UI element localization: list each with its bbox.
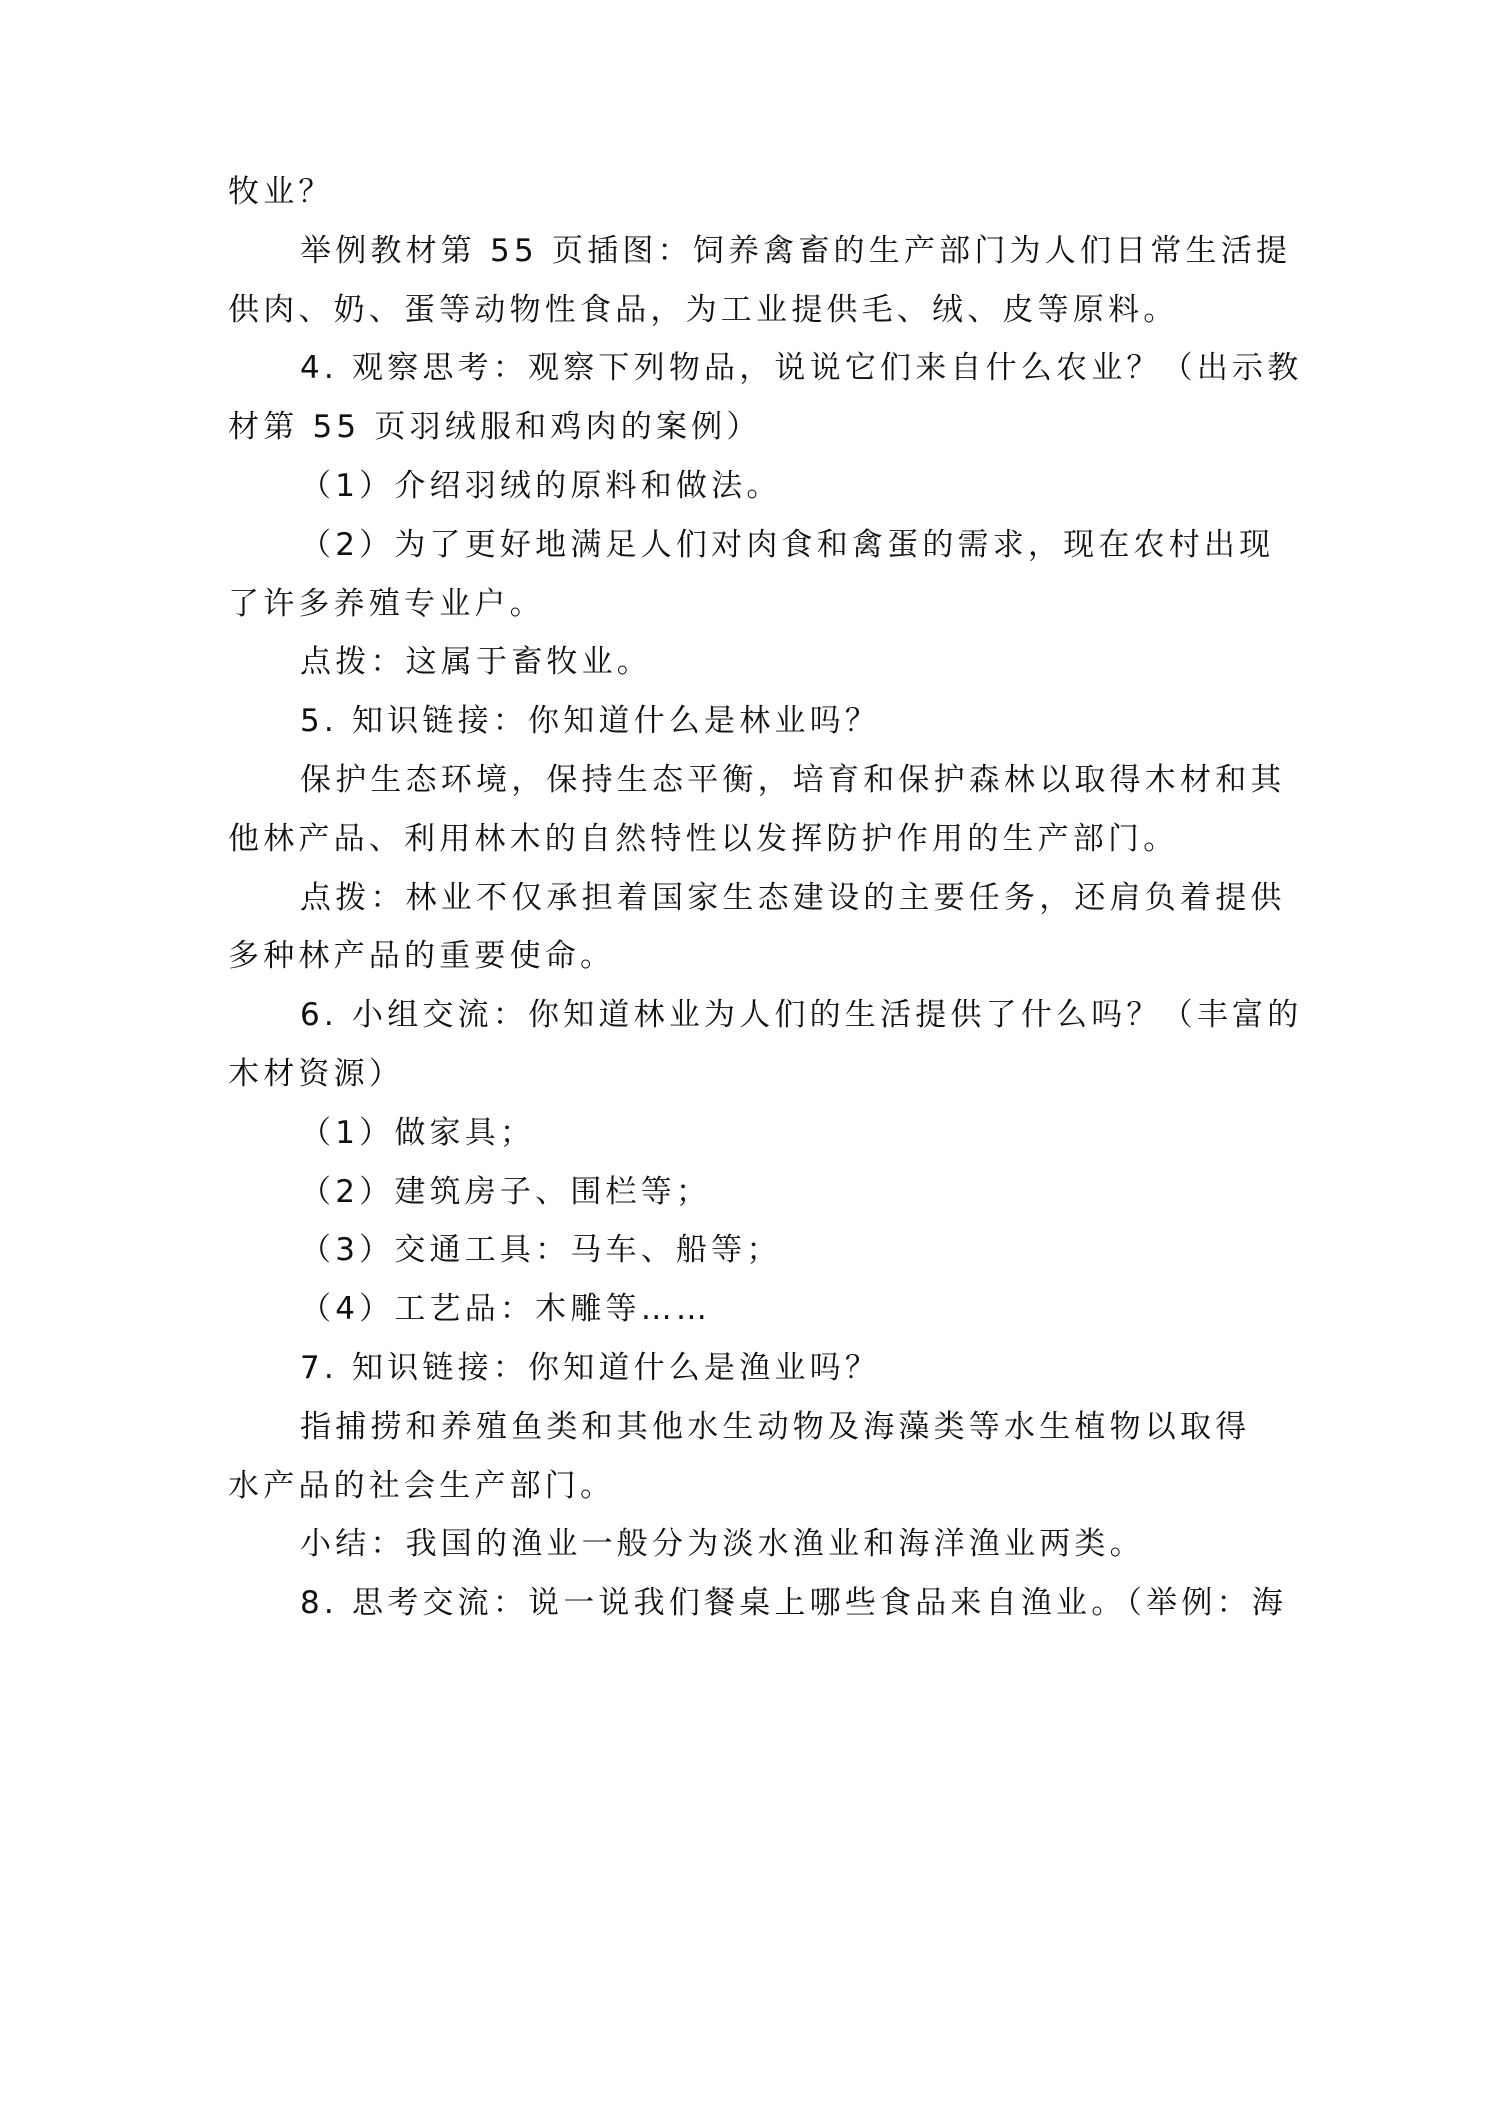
text-line: 多种林产品的重要使命。 bbox=[228, 938, 616, 975]
text-line: 木材资源） bbox=[228, 1055, 404, 1092]
text-line: 7. 知识链接：你知道什么是渔业吗？ bbox=[300, 1349, 881, 1386]
text-line: 他林产品、利用林木的自然特性以发挥防护作用的生产部门。 bbox=[228, 820, 1179, 857]
text-line: 6. 小组交流：你知道林业为人们的生活提供了什么吗？（丰富的 bbox=[300, 997, 1303, 1034]
text-line: 8. 思考交流：说一说我们餐桌上哪些食品来自渔业。（举例：海 bbox=[300, 1585, 1287, 1622]
text-line: （1）做家具； bbox=[300, 1114, 536, 1151]
text-line: 牧业？ bbox=[228, 174, 334, 210]
text-line: 点拨：林业不仅承担着国家生态建设的主要任务，还肩负着提供 bbox=[300, 879, 1286, 916]
text-line: 小结：我国的渔业一般分为淡水渔业和海洋渔业两类。 bbox=[300, 1526, 1145, 1563]
text-line: 了许多养殖专业户。 bbox=[228, 585, 545, 622]
text-line: 点拨：这属于畜牧业。 bbox=[300, 644, 652, 681]
text-line: 供肉、奶、蛋等动物性食品，为工业提供毛、绒、皮等原料。 bbox=[228, 291, 1179, 328]
text-line: （2）建筑房子、围栏等； bbox=[300, 1173, 712, 1210]
text-line: （4）工艺品：木雕等…… bbox=[300, 1291, 712, 1328]
text-line: （2）为了更好地满足人们对肉食和禽蛋的需求，现在农村出现 bbox=[300, 526, 1275, 563]
text-line: 材第 55 页羽绒服和鸡肉的案例） bbox=[228, 409, 762, 446]
text-line: 水产品的社会生产部门。 bbox=[228, 1467, 616, 1504]
text-line: 指捕捞和养殖鱼类和其他水生动物及海藻类等水生植物以取得 bbox=[300, 1408, 1251, 1445]
text-line: 举例教材第 55 页插图：饲养禽畜的生产部门为人们日常生活提 bbox=[300, 232, 1292, 269]
text-line: 保护生态环境，保持生态平衡，培育和保护森林以取得木材和其 bbox=[300, 761, 1286, 798]
text-line: （1）介绍羽绒的原料和做法。 bbox=[300, 467, 782, 504]
text-line: 4. 观察思考：观察下列物品，说说它们来自什么农业？（出示教 bbox=[300, 350, 1303, 387]
text-line: （3）交通工具：马车、船等； bbox=[300, 1232, 782, 1269]
document-page bbox=[228, 163, 1303, 1633]
text-line: 5. 知识链接：你知道什么是林业吗？ bbox=[300, 703, 881, 740]
